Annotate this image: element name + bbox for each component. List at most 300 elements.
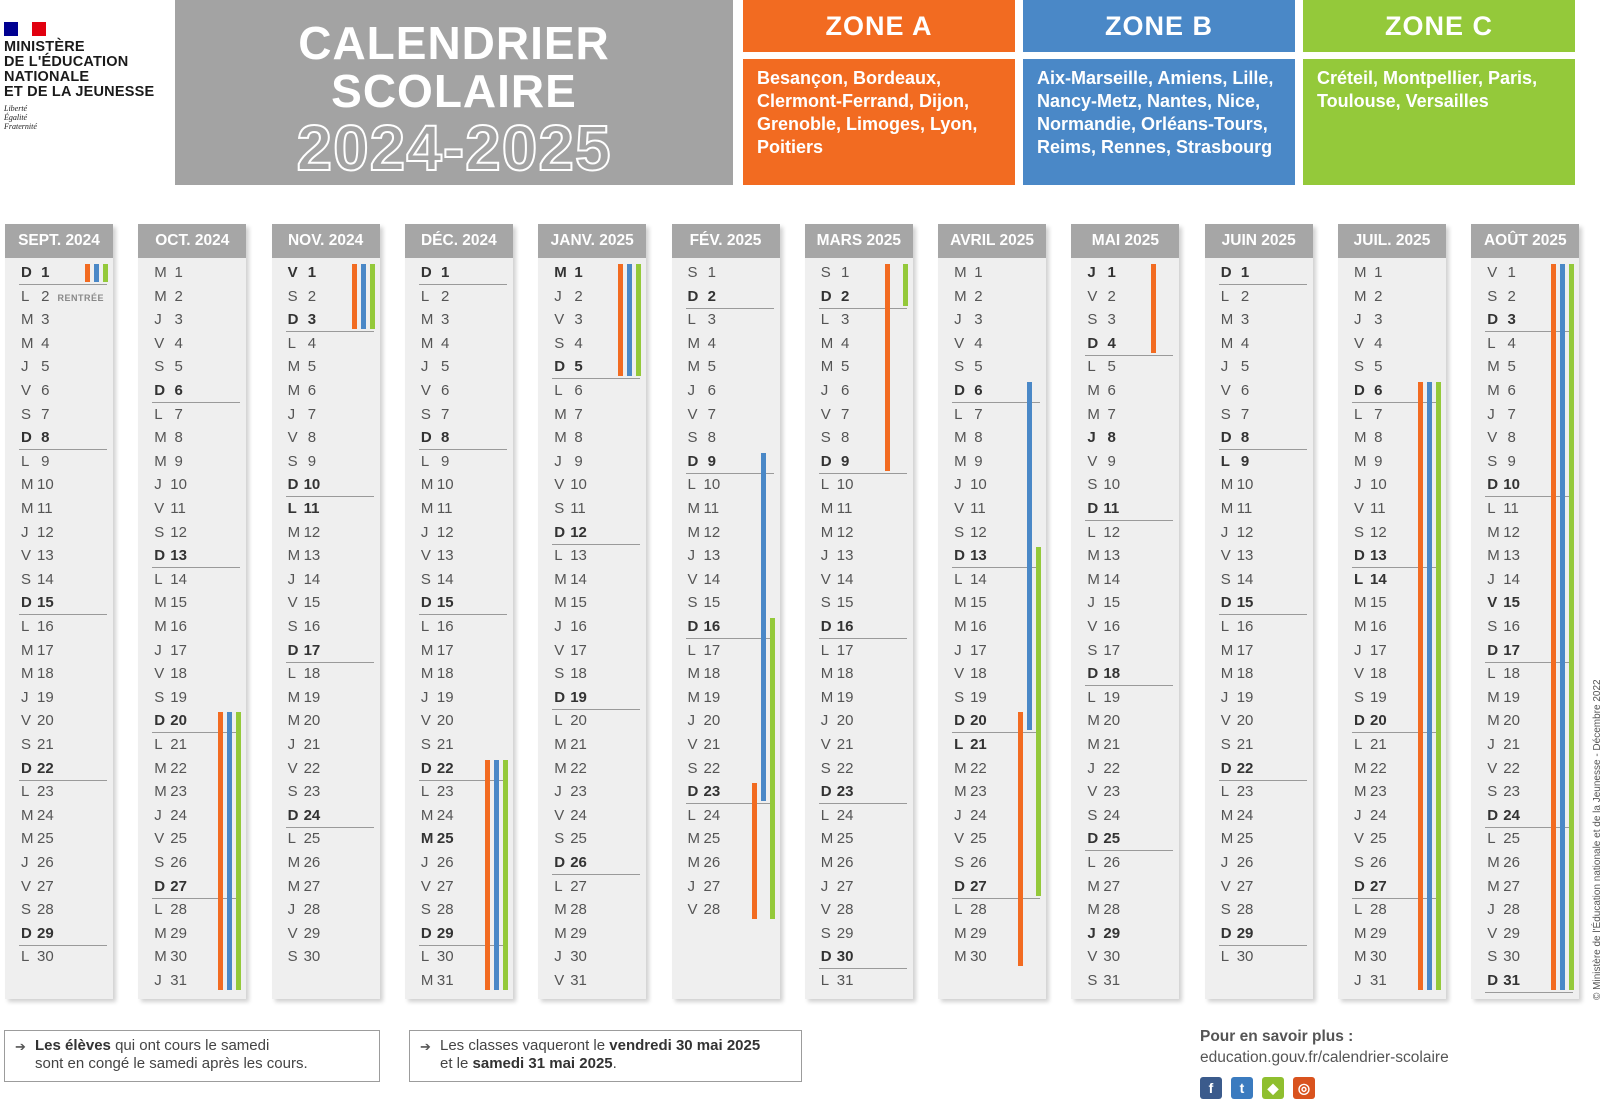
day-row [1087,781,1120,803]
day-number: 31 [1503,972,1520,989]
day-number: 31 [570,972,587,989]
day-row [1221,923,1254,945]
weekday-letter: L [287,830,296,848]
day-row [1354,616,1387,638]
day-number: 31 [836,972,854,989]
day-number: 5 [836,358,850,376]
day-row [288,710,321,732]
day-row [554,451,583,473]
day-row [821,474,854,496]
weekday-letter: D [687,452,699,470]
day-row [688,663,721,685]
weekday-letter: M [1220,476,1234,494]
day-row [288,616,321,638]
day-row [1221,687,1254,709]
weekday-letter: J [1220,358,1229,376]
weekday-letter: M [420,806,434,824]
weekday-letter: M [420,311,434,329]
weekday-letter: V [820,736,831,753]
day-row [1221,805,1254,827]
day-row [1087,687,1120,709]
day-number: 20 [703,712,721,730]
day-number: 5 [303,358,317,376]
day-number: 26 [1503,854,1520,871]
day-number: 15 [436,594,454,612]
day-number: 21 [1236,736,1254,753]
day-number: 18 [170,665,187,683]
day-row [821,876,854,898]
day-row [1487,687,1520,709]
weekday-letter: S [1087,806,1098,824]
day-row [1487,640,1520,662]
day-number: 25 [37,830,54,848]
weekday-letter: J [420,523,429,541]
weekday-letter: M [1487,688,1500,706]
info-url[interactable]: education.gouv.fr/calendrier-scolaire [1200,1049,1449,1066]
weekday-letter: V [287,594,298,612]
day-number: 11 [37,500,53,517]
day-number: 23 [970,783,987,801]
day-row [688,876,721,898]
day-row [154,262,183,284]
day-row [154,404,183,426]
day-number: 20 [836,712,854,730]
weekday-letter: D [420,429,432,447]
day-row [288,946,321,968]
day-row [421,427,450,449]
zone-cities: Créteil, Montpellier, Paris, Toulouse, Versailles [1303,59,1575,185]
weekday-letter: V [954,500,965,517]
holiday-bar-zone-b [227,712,232,990]
day-number: 12 [836,523,854,541]
holiday-bar-zone-c [103,264,108,282]
day-row [821,404,850,426]
day-row [821,805,854,827]
day-row [1487,876,1520,898]
day-row [288,663,321,685]
day-number: 16 [836,618,854,635]
weekday-letter: J [154,806,162,824]
day-number: 24 [1370,806,1387,824]
day-row [288,286,317,308]
day-number: 8 [436,429,450,447]
day-row [821,734,854,756]
weekday-letter: L [287,665,296,683]
day-row [154,852,187,874]
month-title: AOÛT 2025 [1471,224,1579,258]
day-row [1487,970,1520,992]
day-row [688,333,717,355]
day-number: 19 [836,688,854,706]
day-number: 9 [1103,452,1116,470]
day-row [154,498,186,520]
day-row [421,592,454,614]
day-row [1354,309,1383,331]
day-row [1354,498,1386,520]
day-row [1487,734,1520,756]
day-number: 24 [836,806,854,824]
info-block [1200,1026,1449,1068]
day-row [21,805,54,827]
day-number: 29 [1103,924,1121,942]
weekday-letter: D [1487,476,1499,494]
weekday-letter: L [154,570,163,588]
weekday-letter: V [1220,712,1231,730]
day-row [1221,427,1250,449]
day-row [1087,640,1120,662]
holiday-bar-zone-a [618,264,623,376]
day-number: 24 [570,806,587,824]
day-row [288,828,321,850]
day-number: 4 [170,334,183,352]
day-number: 18 [37,665,54,683]
weekday-letter: D [1354,877,1365,895]
holiday-bar-zone-a [218,712,223,990]
day-row [1087,427,1116,449]
footnote-text: Les élèves [35,1037,111,1054]
day-number: 25 [170,830,187,848]
day-number: 6 [836,382,850,399]
ministry-name: MINISTÈRE DE L'ÉDUCATION NATIONALE ET DE LA JEUNESSE [4,39,155,100]
day-row [954,569,987,591]
weekday-letter: M [1087,405,1100,423]
day-row [1354,663,1387,685]
day-number: 16 [570,618,587,635]
weekday-letter: J [287,570,296,588]
day-number: 24 [1236,806,1254,824]
weekday-letter: S [1087,641,1098,659]
day-row [154,805,187,827]
weekday-letter: M [1354,759,1367,777]
weekday-letter: S [1087,972,1098,989]
day-row [421,451,450,473]
day-number: 17 [436,641,454,659]
weekday-letter: S [287,783,298,801]
day-row [954,828,987,850]
weekday-letter: L [1220,618,1230,635]
day-row [688,781,721,803]
day-number: 12 [303,523,321,541]
weekday-letter: J [687,547,695,565]
weekday-letter: V [1087,287,1098,305]
day-row [154,710,187,732]
weekday-letter: M [820,665,834,683]
day-row [1221,522,1254,544]
day-row [1354,545,1387,567]
day-row [954,333,983,355]
weekday-letter: D [820,618,832,635]
day-number: 12 [1103,523,1121,541]
day-row [154,946,187,968]
day-number: 4 [1103,334,1116,352]
holiday-bar-zone-a [85,264,90,282]
day-row [954,592,987,614]
day-row [554,616,587,638]
footnote-bridge [409,1030,802,1082]
day-number: 10 [1503,476,1520,494]
weekday-letter: S [1220,736,1231,753]
day-row [421,970,454,992]
weekday-letter: V [554,806,565,824]
weekday-letter: J [287,405,296,423]
day-row [1354,356,1383,378]
day-number: 19 [703,688,721,706]
snapchat-icon[interactable]: ◆ [1262,1077,1284,1099]
day-row [421,758,454,780]
day-row [1221,592,1254,614]
day-row [1487,852,1520,874]
day-number: 2 [570,287,583,305]
weekday-letter: S [420,901,431,919]
day-row [1087,474,1120,496]
weekday-letter: L [687,806,696,824]
facebook-icon[interactable]: f [1200,1077,1222,1099]
month-title: JANV. 2025 [538,224,646,258]
day-number: 11 [1503,500,1519,517]
day-number: 8 [303,429,317,447]
weekday-letter: J [820,877,829,895]
day-number: 26 [1236,854,1254,871]
weekday-letter: J [154,972,162,989]
day-number: 30 [1503,948,1520,966]
day-row [1354,474,1387,496]
day-row [554,710,587,732]
day-number: 13 [1236,547,1254,565]
day-row [688,451,717,473]
day-number: 14 [970,570,987,588]
weekday-letter: J [554,452,562,470]
day-row [21,498,53,520]
weekday-letter: S [287,287,298,305]
day-number: 3 [170,311,183,329]
weekday-letter: L [1487,334,1496,352]
day-number: 23 [303,783,321,801]
day-number: 2 [1103,287,1116,305]
day-row [688,522,721,544]
day-row [1354,852,1387,874]
weekday-letter: L [287,500,297,517]
month-title: DÉC. 2024 [405,224,513,258]
day-row [421,522,454,544]
weekday-letter: L [820,972,830,989]
weekday-letter: M [420,334,434,352]
day-row [1354,380,1383,402]
weekday-letter: M [1487,854,1500,871]
day-row [954,522,987,544]
day-number: 6 [303,382,317,399]
holiday-bar-zone-b [1027,382,1032,730]
weekday-letter: M [687,500,700,517]
day-number: 5 [1103,358,1116,376]
day-row [154,923,187,945]
day-number: 4 [37,334,50,352]
day-row [1487,758,1520,780]
weekday-letter: M [154,594,167,612]
day-row [554,781,587,803]
day-number: 18 [970,665,987,683]
day-number: 18 [1103,665,1121,683]
day-row [1487,710,1520,732]
day-number: 9 [303,452,317,470]
day-row [154,876,187,898]
weekday-letter: J [420,688,429,706]
day-row [421,687,454,709]
day-number: 2 [170,287,183,305]
weekday-letter: M [154,452,167,470]
weekday-letter: M [1220,830,1234,848]
day-row [954,687,987,709]
day-row [554,569,587,591]
day-row [821,923,854,945]
day-row [554,309,583,331]
day-number: 14 [1103,570,1121,588]
day-number: 15 [303,594,321,612]
weekday-letter: J [1087,594,1095,612]
instagram-icon[interactable]: ◎ [1293,1077,1315,1099]
month-column [272,224,380,999]
day-number: 4 [703,334,717,352]
day-number: 26 [1103,854,1121,871]
weekday-letter: L [954,405,963,423]
holiday-bar-zone-c [770,618,775,919]
day-row [1354,899,1387,921]
day-number: 8 [570,429,583,447]
weekday-letter: L [1087,854,1096,871]
day-number: 7 [970,405,983,423]
day-number: 14 [303,570,321,588]
day-number: 18 [703,665,721,683]
weekday-letter: L [1220,452,1230,470]
day-row [688,262,717,284]
weekday-letter: D [21,924,32,942]
zone-title: ZONE C [1303,0,1575,52]
day-number: 19 [170,688,187,706]
day-row [1354,923,1387,945]
day-row [288,522,321,544]
day-row [821,522,854,544]
day-row [821,899,854,921]
day-number: 27 [436,877,454,895]
weekday-letter: S [154,854,165,871]
day-row [1487,262,1516,284]
day-row [1354,286,1383,308]
weekday-letter: M [1087,547,1100,565]
day-row [1354,522,1387,544]
day-row [288,852,321,874]
day-number: 1 [1236,264,1250,281]
holiday-bar-zone-b [94,264,99,282]
day-number: 26 [703,854,721,871]
day-row [554,545,587,567]
weekday-letter: S [287,948,298,966]
day-number: 11 [1236,500,1253,517]
weekday-letter: M [154,429,167,447]
day-number: 12 [1236,523,1254,541]
weekday-letter: D [820,783,832,801]
weekday-letter: V [1354,334,1365,352]
weekday-letter: J [154,311,162,329]
day-number: 18 [1370,665,1387,683]
weekday-letter: D [154,712,166,730]
weekday-letter: V [154,665,165,683]
day-row [154,970,187,992]
day-number: 16 [37,618,54,635]
day-row [554,333,583,355]
day-row [1221,545,1254,567]
day-row [154,640,187,662]
holiday-bar-zone-a [485,760,490,990]
weekday-letter: S [1487,618,1498,635]
day-row [1487,923,1520,945]
footnote-saturday [4,1030,380,1082]
day-row [154,286,183,308]
weekday-letter: D [21,264,32,281]
day-row [688,356,717,378]
day-row [821,569,854,591]
weekday-letter: L [21,948,30,966]
twitter-icon[interactable]: t [1231,1077,1253,1099]
day-number: 25 [436,830,454,848]
day-row [288,758,321,780]
day-row [554,758,587,780]
day-number: 9 [1503,452,1516,470]
day-number: 23 [1236,783,1254,801]
weekday-letter: L [820,311,830,329]
day-number: 10 [303,476,321,494]
day-number: 27 [303,877,321,895]
day-row [154,333,183,355]
day-row [21,899,54,921]
day-number: 5 [1370,358,1383,376]
weekday-letter: M [1087,570,1100,588]
weekday-letter: L [1220,783,1230,801]
month-column [138,224,246,999]
weekday-letter: D [554,523,566,541]
weekday-letter: M [1220,665,1234,683]
day-row [954,262,983,284]
weekday-letter: L [1087,358,1096,376]
day-row [1087,356,1116,378]
day-number: 20 [170,712,187,730]
day-row [554,828,587,850]
day-row [1354,710,1387,732]
weekday-letter: M [1354,287,1367,305]
day-number: 19 [570,688,587,706]
weekday-letter: L [554,382,563,399]
day-row [1087,592,1120,614]
weekday-letter: M [1087,736,1100,753]
weekday-letter: M [954,594,967,612]
weekday-letter: J [820,547,829,565]
day-row [821,970,854,992]
day-row [421,734,454,756]
day-row [21,946,54,968]
month-column [938,224,1046,999]
day-number: 15 [170,594,187,612]
weekday-letter: V [687,405,698,423]
day-row [688,710,721,732]
day-row [154,474,187,496]
day-number: 13 [303,547,321,565]
day-row [421,640,454,662]
day-row [554,592,587,614]
day-number: 25 [1370,830,1387,848]
day-row [1487,356,1516,378]
weekday-letter: D [420,264,432,281]
day-number: 30 [970,948,987,966]
weekday-letter: V [554,311,565,329]
day-row [954,734,987,756]
